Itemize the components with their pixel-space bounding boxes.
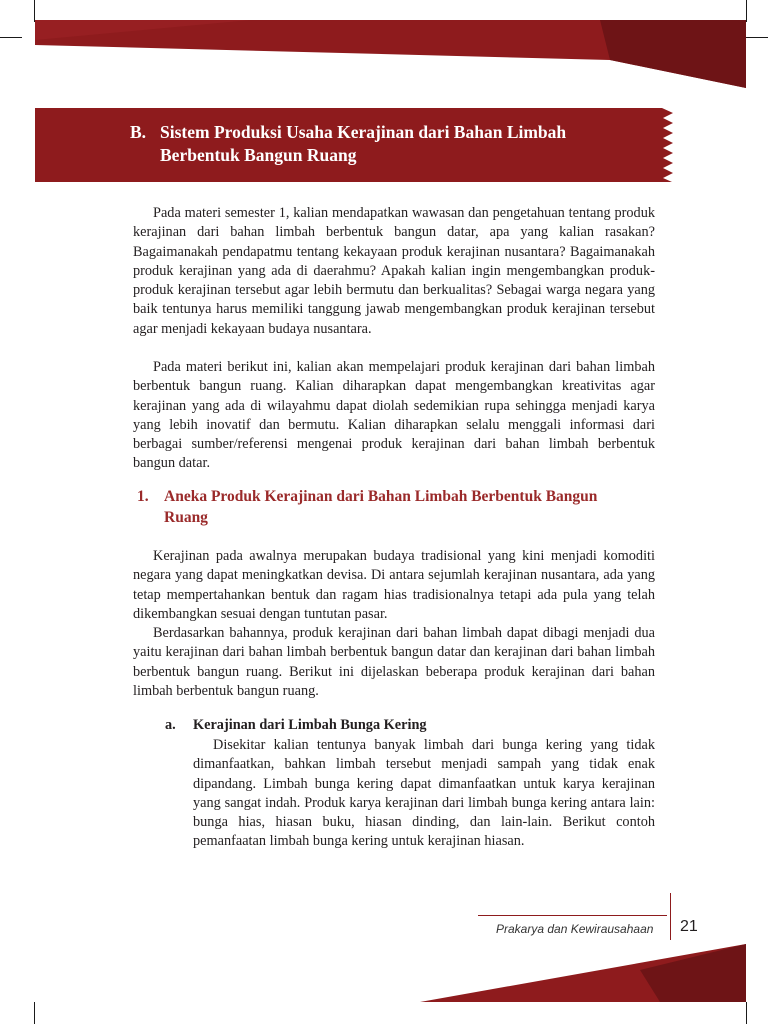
paragraph-materi-text: Pada materi berikut ini, kalian akan mempelajari produk kerajinan dari bahan limbah berbentuk bangun ruang. Kalian diharapkan dapat mengembangkan kreativitas agar kerajinan yang ada di wilayahmu dapat diolah sedemikian rupa sehingga menjadi karya yang lebih inovatif dan bermutu. Kalian diharapkan selalu menggali informasi dari berbagai sumber/referensi mengenai produk kerajinan dari bahan limbah berbentuk bangun datar. (133, 359, 655, 472)
paragraph-bahan-text: Berdasarkan bahannya, produk kerajinan dari bahan limbah dapat dibagi menjadi dua yaitu kerajinan dari bahan limbah berbentuk bangun datar dan kerajinan dari bahan limbah berbentuk bangun ruang. Berikut ini dijelaskan beberapa produk kerajinan dari bahan limbah berbentuk bangun ruang. (133, 625, 655, 699)
section-title-line2: Berbentuk Bangun Ruang (160, 145, 357, 165)
section-title-line1: Sistem Produksi Usaha Kerajinan dari Bahan Limbah (160, 122, 567, 142)
page-number: 21 (680, 918, 698, 935)
paragraph-bunga-kering-text: Disekitar kalian tentunya banyak limbah dari bunga kering yang tidak dimanfaatkan, bahkan limbah tersebut menjadi sampah yang tidak enak dipandang. Limbah bunga kering dapat dimanfaatkan untuk karya kerajinan yang sangat indah. Produk karya kerajinan dari limbah bunga kering antara lain: bunga hias, hiasan buku, hiasan dinding, dan lain-lain. Berikut contoh pemanfaatan limbah bunga kering untuk kerajinan hiasan. (193, 737, 655, 850)
footer-book-title: Prakarya dan Kewirausahaan (496, 922, 654, 936)
subsection-number: 1. (137, 488, 149, 505)
paragraph-kerajinan-text: Kerajinan pada awalnya merupakan budaya tradisional yang kini menjadi komoditi negara yang dapat meningkatkan devisa. Di antara sejumlah kerajinan nusantara, ada yang tetap mempertahankan bentuk dan ragam hias tradisionalnya tetapi ada pula yang telah dikembangkan sesuai dengan tuntutan pasar. (133, 548, 655, 622)
subsection-title-line1: Aneka Produk Kerajinan dari Bahan Limbah Berbentuk Bangun (164, 488, 598, 505)
section-letter: B. (130, 122, 147, 142)
subsubsection-title: Kerajinan dari Limbah Bunga Kering (193, 717, 427, 733)
subsection-title-line2: Ruang (164, 509, 208, 526)
paragraph-intro-text: Pada materi semester 1, kalian mendapatkan wawasan dan pengetahuan tentang produk kerajinan dari bahan limbah berbentuk bangun datar, apa yang kalian rasakan? Bagaimanakah pendapatmu tentang kekayaan produk kerajinan nusantara? Bagaimanakah produk kerajinan yang ada di daerahmu? Apakah kalian ingin mengembangkan produk-produk kerajinan tersebut agar lebih bermutu dan berkualitas? Sebagai warga negara yang baik tentunya harus memiliki tanggung jawab mengembangkan produk kerajinan tersebut agar menjadi kekayaan budaya nusantara. (133, 205, 655, 337)
subsubsection-letter: a. (165, 717, 176, 733)
